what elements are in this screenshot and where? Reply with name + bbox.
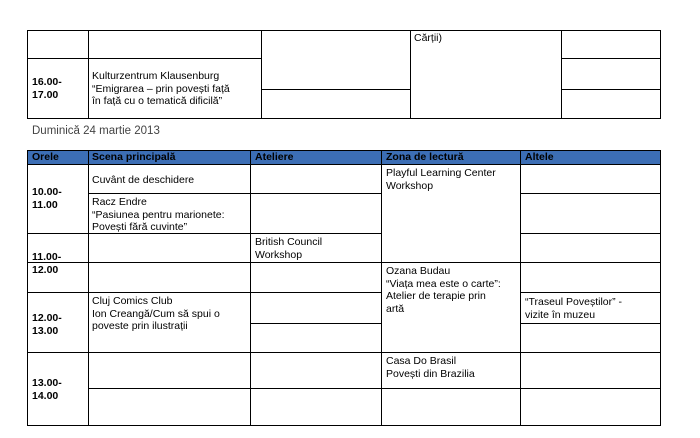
scena-opening: Cuvânt de deschidere — [92, 174, 195, 186]
scena-cluj-comics: Cluj Comics Club Ion Creangă/Cum să spui o poveste prin ilustrații — [92, 295, 220, 332]
top-time-slot: 16.00- 17.00 — [32, 76, 62, 101]
zona-ozana-budau: Ozana Budau “Viața mea este o carte”: Atelier de terapie prin artă — [386, 265, 501, 315]
time-slot-2: 11.00- 12.00 — [32, 251, 62, 276]
time-slot-1: 10.00- 11.00 — [32, 186, 62, 211]
top-scena-cell-text: Kulturzentrum Klausenburg “Emigrarea – prin povești față în față cu o tematică dificilă” — [92, 70, 230, 107]
zona-playful-learning: Playful Learning Center Workshop — [386, 167, 496, 192]
time-slot-3: 12.00- 13.00 — [32, 312, 62, 337]
time-slot-4: 13.00- 14.00 — [32, 377, 62, 402]
zona-casa-do-brasil: Casa Do Brasil Povești din Brazilia — [386, 355, 475, 380]
ateliere-british-council: British Council Workshop — [255, 236, 323, 261]
date-heading: Duminică 24 martie 2013 — [32, 125, 160, 137]
header-scena: Scena principală — [92, 151, 176, 163]
header-altele: Altele — [525, 151, 554, 163]
top-zona-cell-text: Cărții) — [414, 32, 442, 44]
scena-racz-endre: Racz Endre “Pasiunea pentru marionete: Povești fără cuvinte” — [92, 196, 225, 233]
header-orele: Orele — [32, 151, 59, 163]
header-ateliere: Ateliere — [255, 151, 294, 163]
header-zona: Zona de lectură — [386, 151, 464, 163]
altele-traseul-povestilor: “Traseul Poveștilor” - vizite în muzeu — [525, 296, 623, 321]
